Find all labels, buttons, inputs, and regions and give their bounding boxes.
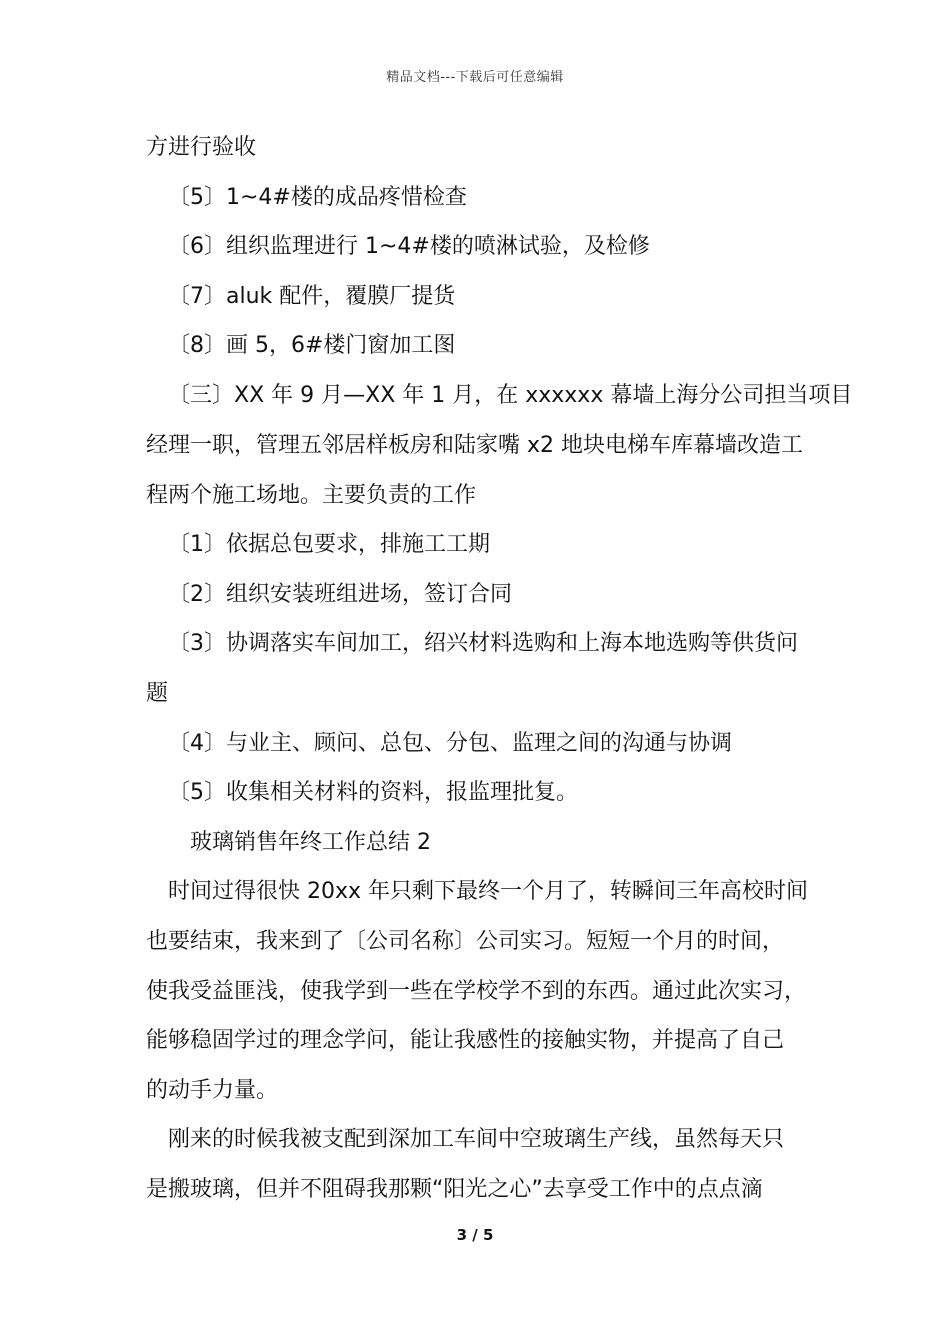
text-line: 题 <box>146 681 169 706</box>
page-number: 3 / 5 <box>456 1226 494 1244</box>
text-line: 方进行验收 <box>146 135 257 160</box>
text-line: 经理一职，管理五邻居样板房和陆家嘴 x2 地块电梯车库幕墙改造工 <box>146 433 804 458</box>
text-line: 时间过得很快 20xx 年只剩下最终一个月了，转瞬间三年高校时间 <box>168 879 809 904</box>
text-line: 〔6〕组织监理进行 1~4#楼的喷淋试验，及检修 <box>168 234 650 259</box>
text-line: 〔3〕协调落实车间加工，绍兴材料选购和上海本地选购等供货问 <box>168 631 798 656</box>
page-header: 精品文档---下载后可任意编辑 <box>386 70 564 85</box>
text-line: 〔5〕收集相关材料的资料，报监理批复。 <box>168 780 578 805</box>
text-line: 〔1〕依据总包要求，排施工工期 <box>168 532 490 557</box>
text-line: 能够稳固学过的理念学问，能让我感性的接触实物，并提高了自己 <box>146 1028 785 1053</box>
text-line: 程两个施工场地。主要负责的工作 <box>146 483 477 508</box>
text-line: 〔2〕组织安装班组进场，签订合同 <box>168 582 512 607</box>
section-title: 玻璃销售年终工作总结 2 <box>190 830 431 855</box>
text-line: 〔8〕画 5，6#楼门窗加工图 <box>168 333 456 358</box>
text-line: 也要结束，我来到了〔公司名称〕公司实习。短短一个月的时间， <box>146 929 785 954</box>
text-line: 是搬玻璃，但并不阻碍我那颗“阳光之心”去享受工作中的点点滴 <box>146 1177 763 1202</box>
text-line: 使我受益匪浅，使我学到一些在学校学不到的东西。通过此次实习， <box>146 979 807 1004</box>
text-line: 刚来的时候我被支配到深加工车间中空玻璃生产线，虽然每天只 <box>168 1127 785 1152</box>
text-line: 〔7〕aluk 配件，覆膜厂提货 <box>168 284 456 309</box>
text-line: 的动手力量。 <box>146 1078 279 1103</box>
text-line: 〔三〕XX 年 9 月—XX 年 1 月，在 xxxxxx 幕墙上海分公司担当项目 <box>168 383 853 408</box>
text-line: 〔4〕与业主、顾问、总包、分包、监理之间的沟通与协调 <box>168 731 732 756</box>
text-line: 〔5〕1~4#楼的成品疼惜检查 <box>168 185 467 210</box>
